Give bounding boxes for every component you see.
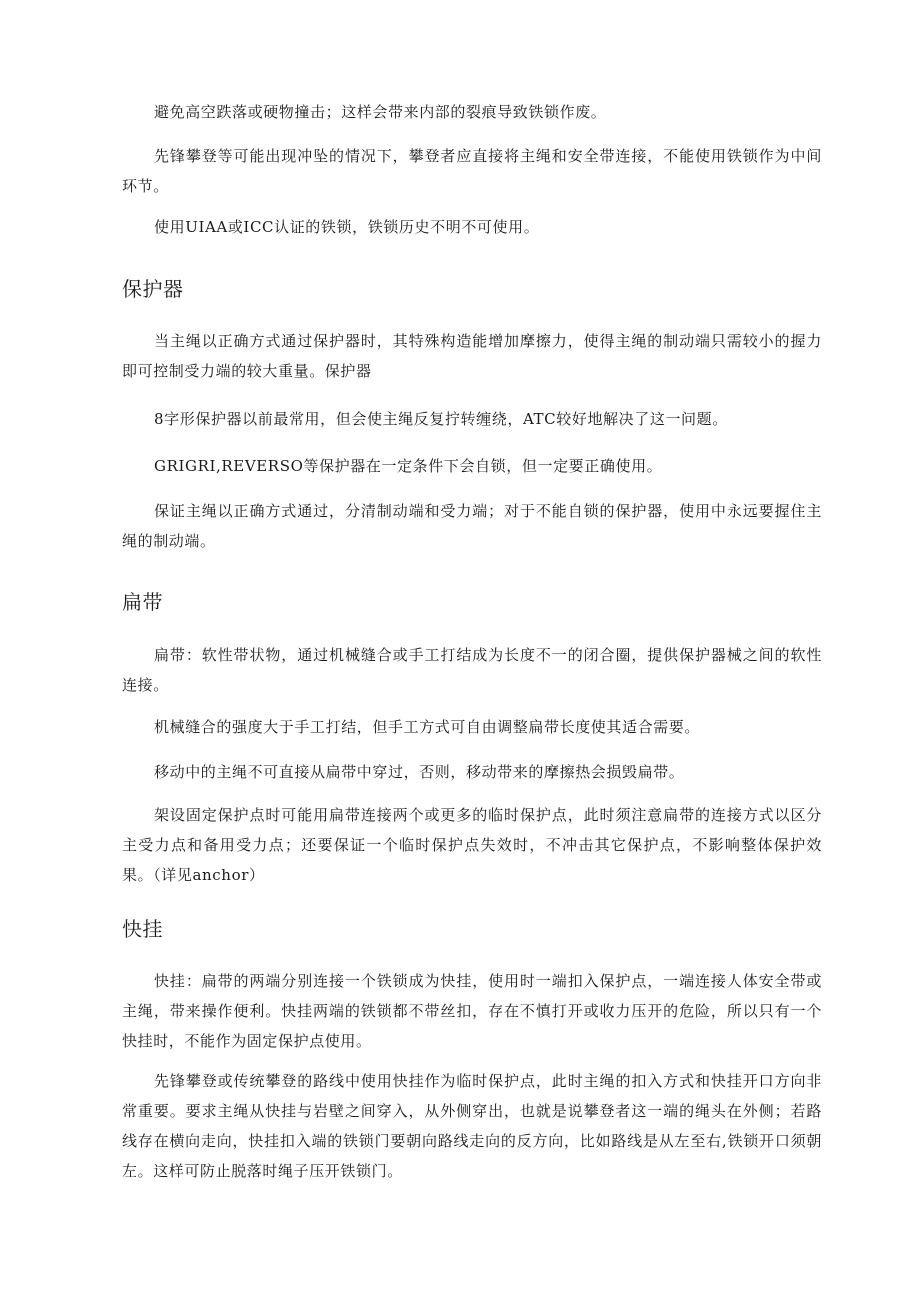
section-heading: 扁带	[122, 590, 163, 614]
paragraph: 机械缝合的强度大于手工打结，但手工方式可自由调整扁带长度使其适合需要。	[154, 718, 701, 736]
paragraph: GRIGRI,REVERSO等保护器在一定条件下会自锁，但一定要正确使用。	[154, 457, 663, 475]
paragraph: 先锋攀登等可能出现冲坠的情况下，攀登者应直接将主绳和安全带连接，不能使用铁锁作为中间环节。	[122, 147, 822, 195]
paragraph: 架设固定保护点时可能用扁带连接两个或更多的临时保护点，此时须注意扁带的连接方式以区分主受力点和备用受力点；还要保证一个临时保护点失效时，不冲击其它保护点，不影响整体保护效果。（详见anchor）	[122, 806, 822, 884]
paragraph: 8字形保护器以前最常用，但会使主绳反复拧转缠绕，ATC较好地解决了这一问题。	[154, 410, 728, 428]
paragraph: 移动中的主绳不可直接从扁带中穿过，否则，移动带来的摩擦热会损毁扁带。	[154, 763, 685, 781]
paragraph: 先锋攀登或传统攀登的路线中使用快挂作为临时保护点，此时主绳的扣入方式和快挂开口方向非常重要。要求主绳从快挂与岩壁之间穿入，从外侧穿出，也就是说攀登者这一端的绳头在外侧；若路线存在横向走向，快挂扣入端的铁锁门要朝向路线走向的反方向，比如路线是从左至右,铁锁开口须朝左。这样可防止脱落时绳子压开铁锁门。	[122, 1072, 822, 1180]
section-heading: 保护器	[122, 277, 184, 301]
paragraph: 避免高空跌落或硬物撞击；这样会带来内部的裂痕导致铁锁作废。	[154, 103, 607, 121]
paragraph: 当主绳以正确方式通过保护器时，其特殊构造能增加摩擦力，使得主绳的制动端只需较小的握力即可控制受力端的较大重量。保护器	[122, 332, 822, 380]
paragraph: 扁带：软性带状物，通过机械缝合或手工打结成为长度不一的闭合圈，提供保护器械之间的软性连接。	[122, 646, 822, 694]
paragraph: 快挂：扁带的两端分别连接一个铁锁成为快挂，使用时一端扣入保护点，一端连接人体安全带或主绳，带来操作便利。快挂两端的铁锁都不带丝扣，存在不慎打开或收力压开的危险，所以只有一个快挂时，不能作为固定保护点使用。	[122, 972, 822, 1050]
paragraph: 使用UIAA或ICC认证的铁锁，铁锁历史不明不可使用。	[154, 218, 540, 236]
section-heading: 快挂	[122, 917, 163, 941]
paragraph: 保证主绳以正确方式通过，分清制动端和受力端；对于不能自锁的保护器，使用中永远要握住主绳的制动端。	[122, 502, 822, 550]
